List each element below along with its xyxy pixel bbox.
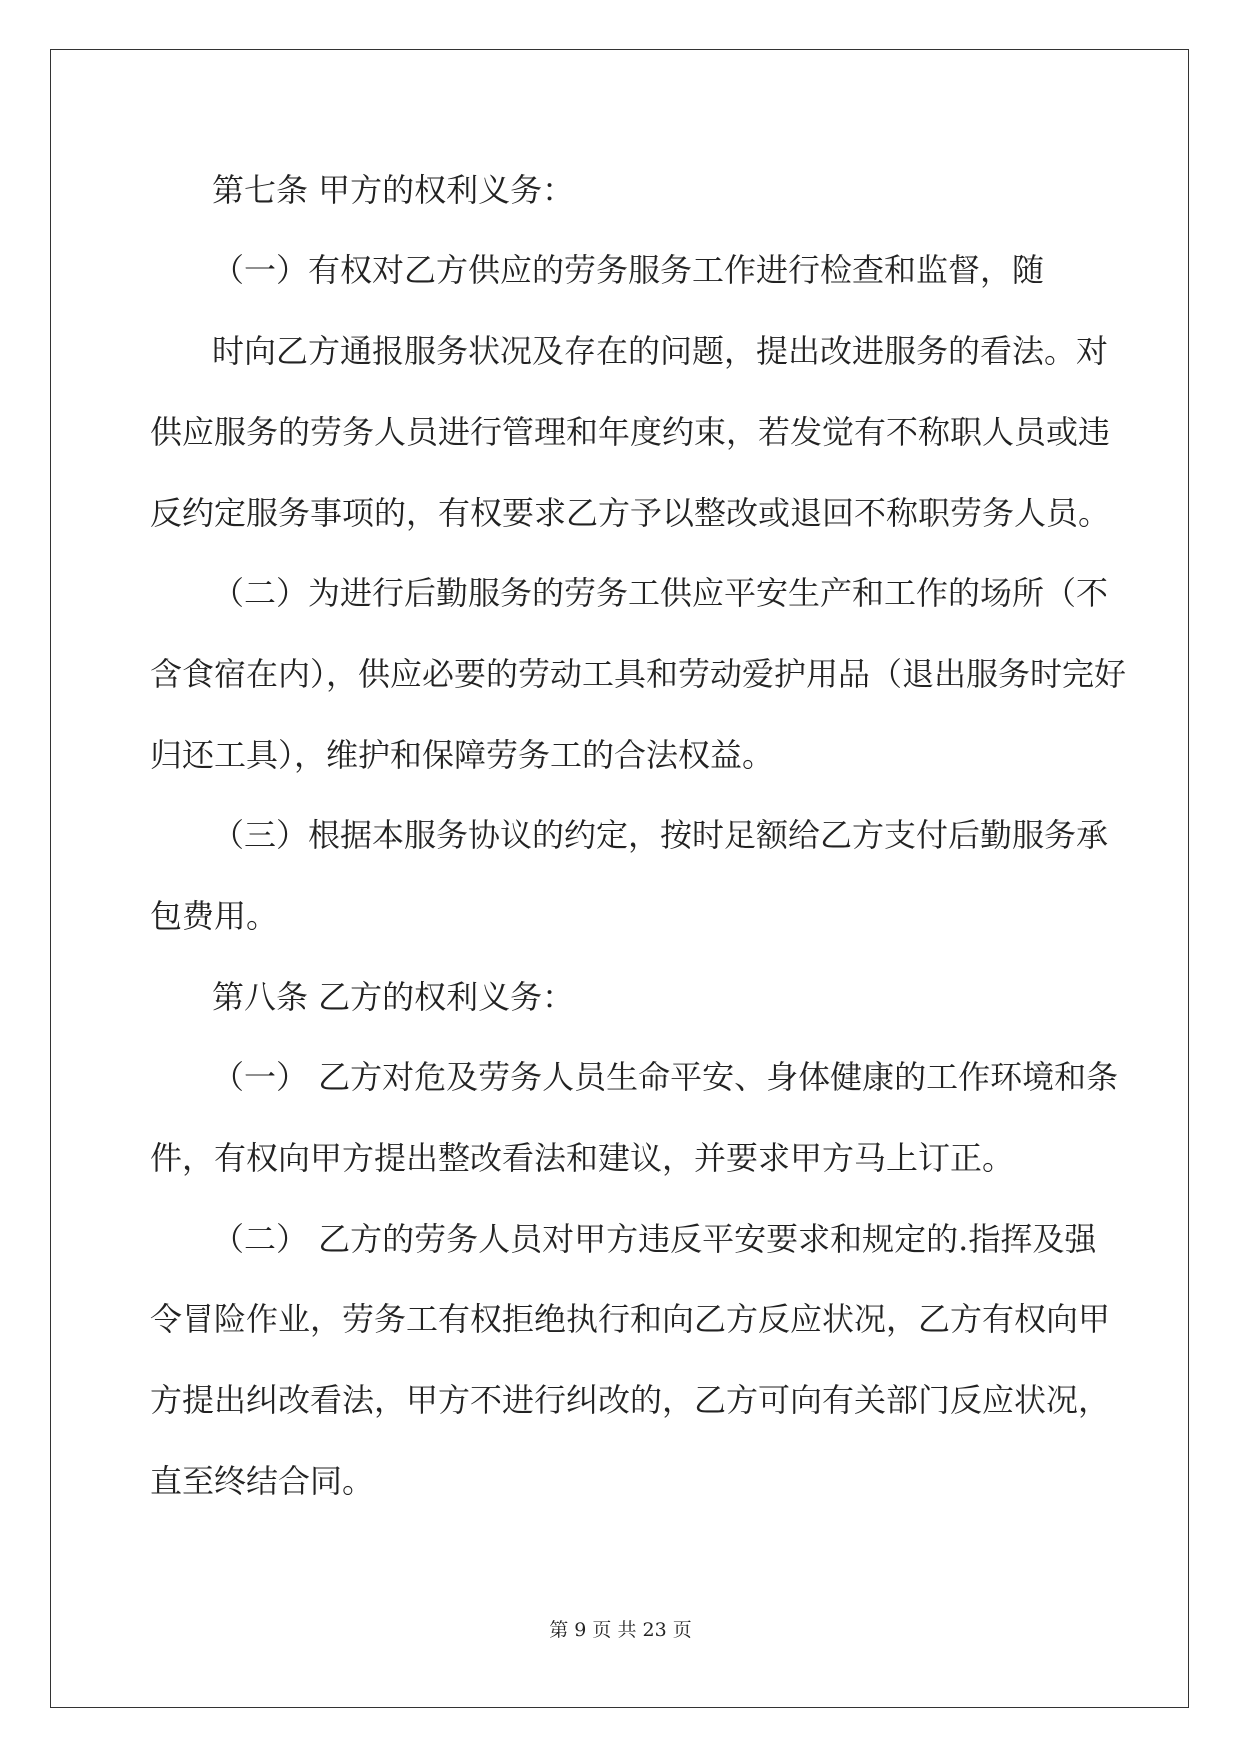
page-border [50,49,1189,1708]
page-number-footer: 第 9 页 共 23 页 [549,1619,692,1641]
text-line: 时向乙方通报服务状况及存在的问题，提出改进服务的看法。对 [212,332,1109,370]
text-line: 直至终结合同。 [150,1462,375,1500]
text-line: （一）有权对乙方供应的劳务服务工作进行检查和监督，随 [212,251,1045,289]
text-line: 含食宿在内），供应必要的劳动工具和劳动爱护用品（退出服务时完好 [150,655,1127,693]
text-line: （二） 乙方的劳务人员对甲方违反平安要求和规定的.指挥及强 [212,1220,1097,1258]
text-line: 包费用。 [150,897,279,935]
text-line: 归还工具），维护和保障劳务工的合法权益。 [150,736,775,774]
text-line: （一） 乙方对危及劳务人员生命平安、身体健康的工作环境和条 [212,1058,1119,1096]
text-line: 第八条 乙方的权利义务： [212,978,575,1016]
text-line: 方提出纠改看法，甲方不进行纠改的，乙方可向有关部门反应状况， [150,1381,1111,1419]
text-line: （二）为进行后勤服务的劳务工供应平安生产和工作的场所（不 [212,574,1109,612]
text-line: 反约定服务事项的，有权要求乙方予以整改或退回不称职劳务人员。 [150,494,1111,532]
text-line: 令冒险作业，劳务工有权拒绝执行和向乙方反应状况，乙方有权向甲 [150,1300,1111,1338]
text-line: 件，有权向甲方提出整改看法和建议，并要求甲方马上订正。 [150,1139,1015,1177]
text-line: （三）根据本服务协议的约定，按时足额给乙方支付后勤服务承 [212,816,1109,854]
text-line: 第七条 甲方的权利义务： [212,171,575,209]
text-line: 供应服务的劳务人员进行管理和年度约束，若发觉有不称职人员或违 [150,413,1111,451]
